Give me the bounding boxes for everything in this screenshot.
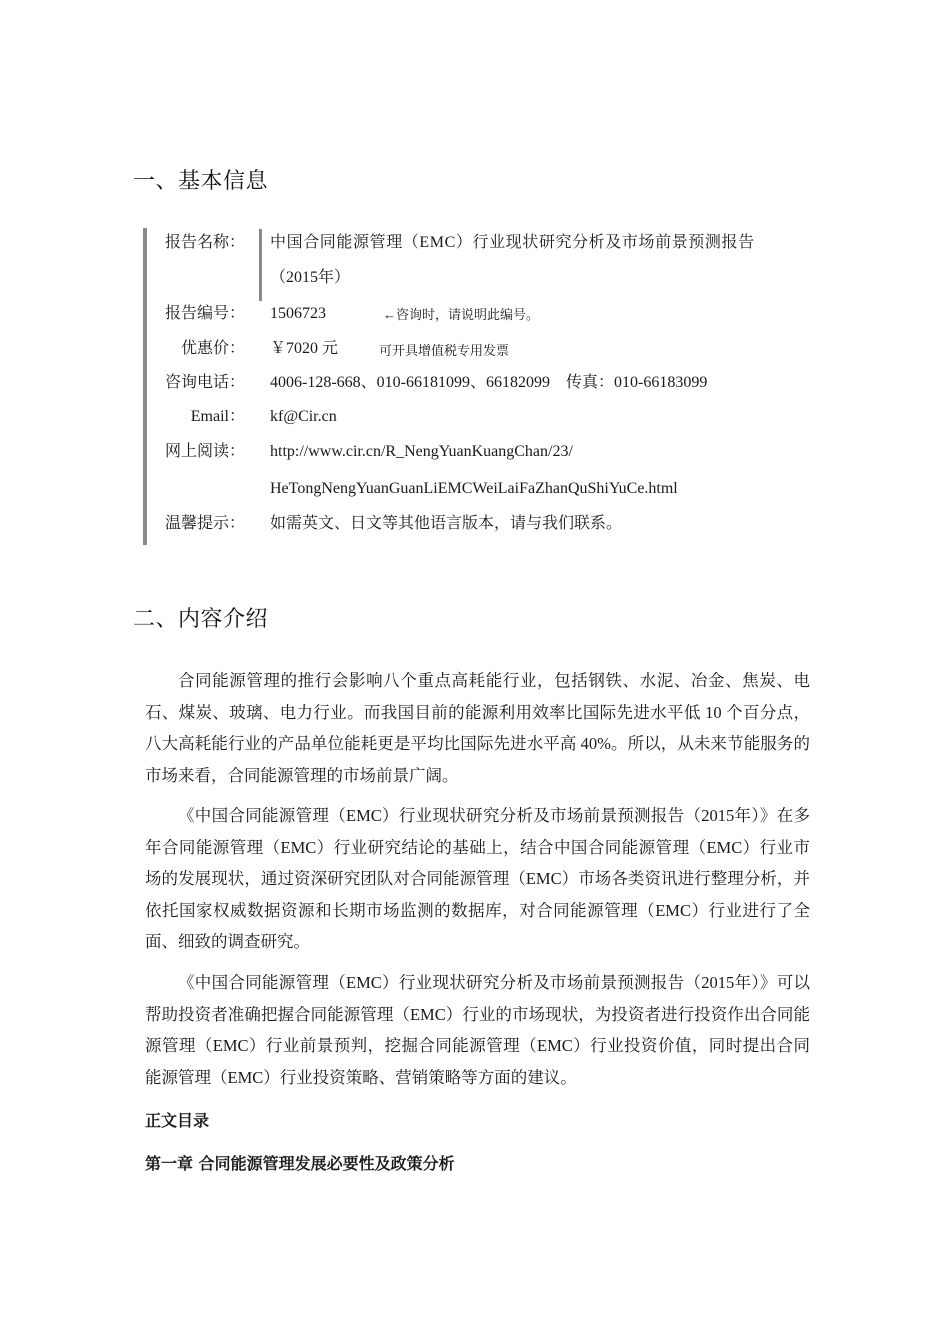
online-link-line1[interactable]: http://www.cir.cn/R_NengYuanKuangChan/23/ (270, 443, 573, 460)
online-link-line2[interactable]: HeTongNengYuanGuanLiEMCWeiLaiFaZhanQuShiYuCe.html (270, 480, 678, 497)
toc-heading: 正文目录 (145, 1111, 210, 1130)
info-row-report-name-cont (150, 268, 830, 288)
price-value: ￥7020 元 (270, 340, 339, 357)
section-title-content-intro: 二、内容介绍 (133, 607, 269, 632)
tip-value: 如需英文、日文等其他语言版本，请与我们联系。 (270, 515, 623, 532)
info-row-phone (150, 373, 830, 393)
info-row-report-name (150, 233, 830, 253)
info-block-bar (143, 228, 147, 545)
email-value[interactable]: kf@Cir.cn (270, 408, 337, 425)
info-row-online (150, 442, 830, 462)
intro-paragraph-1: 合同能源管理的推行会影响八个重点高耗能行业，包括钢铁、水泥、冶金、焦炭、电石、煤炭、玻璃、电力行业。而我国目前的能源利用效率比国际先进水平低 10 个百分点，八大高耗能行业的产品单位能耗更是平均比国际先进水平高 40%。所以，从未来节能服务的市场来看，合同能源管理的市场前景广阔。 (145, 671, 810, 785)
info-row-email (150, 407, 830, 427)
report-name-value-cont: （2015年） (270, 269, 351, 286)
report-no-label: 报告编号： (164, 305, 245, 322)
toc-chapter-1[interactable]: 第一章 合同能源管理发展必要性及政策分析 (145, 1154, 455, 1173)
info-row-price (150, 339, 830, 359)
report-no-value: 1506723 (270, 305, 326, 322)
report-no-note: ←咨询时，请说明此编号。 (383, 307, 540, 322)
phone-label: 咨询电话： (164, 374, 245, 391)
price-label: 优惠价： (180, 340, 245, 357)
report-name-label: 报告名称： (164, 234, 245, 251)
price-note: 可开具增值税专用发票 (379, 343, 510, 358)
info-row-online-cont (150, 479, 830, 499)
report-name-value: 中国合同能源管理（EMC）行业现状研究分析及市场前景预测报告 (270, 234, 755, 251)
info-row-report-no (150, 304, 830, 324)
tip-label: 温馨提示： (164, 515, 245, 532)
info-row-tip (150, 514, 830, 534)
section-title-basic-info: 一、基本信息 (133, 169, 269, 194)
email-label: Email： (190, 408, 245, 425)
intro-paragraph-2: 《中国合同能源管理（EMC）行业现状研究分析及市场前景预测报告（2015年）》在多年合同能源管理（EMC）行业研究结论的基础上，结合中国合同能源管理（EMC）行业市场的发展现状，通过资深研究团队对合同能源管理（EMC）市场各类资讯进行整理分析，并依托国家权威数据资源和长期市场监测的数据库，对合同能源管理（EMC）行业进行了全面、细致的调查研究。 (145, 806, 810, 951)
phone-value: 4006-128-668、010-66181099、66182099 传真：010-66183099 (270, 374, 708, 391)
intro-paragraph-3: 《中国合同能源管理（EMC）行业现状研究分析及市场前景预测报告（2015年）》可以帮助投资者准确把握合同能源管理（EMC）行业的市场现状，为投资者进行投资作出合同能源管理（EMC）行业前景预判，挖掘合同能源管理（EMC）行业投资价值，同时提出合同能源管理（EMC）行业投资策略、营销策略等方面的建议。 (145, 973, 810, 1087)
online-label: 网上阅读： (164, 443, 245, 460)
